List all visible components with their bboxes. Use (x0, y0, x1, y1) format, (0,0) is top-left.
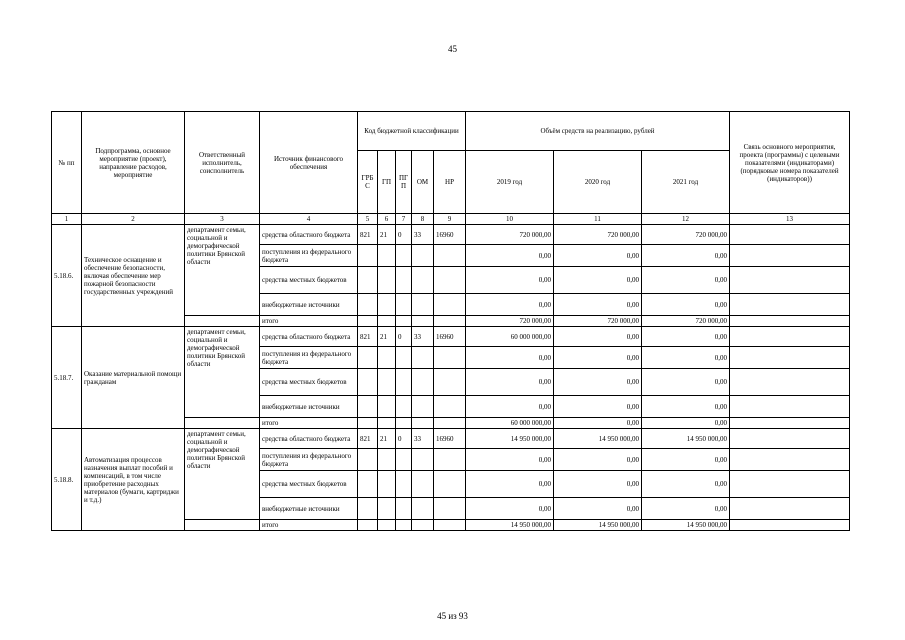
amount-2019-cell: 0,00 (466, 347, 554, 369)
grbs-cell: 821 (358, 429, 378, 449)
item-responsible: департамент семьи, социальной и демографической политики Брянской области (185, 225, 260, 316)
source-cell: средства областного бюджета (260, 327, 358, 347)
amount-2021-cell: 0,00 (642, 347, 730, 369)
grbs-cell: 821 (358, 327, 378, 347)
amount-2019-cell: 0,00 (466, 267, 554, 294)
amount-2021-cell: 14 950 000,00 (642, 520, 730, 531)
item-number: 5.18.8. (52, 429, 82, 531)
amount-2021-cell: 0,00 (642, 369, 730, 396)
gp-cell (378, 347, 396, 369)
pgp-cell (396, 418, 412, 429)
grbs-cell (358, 294, 378, 316)
pgp-cell (396, 471, 412, 498)
budget-table (51, 111, 850, 531)
empty-cell (185, 418, 260, 429)
np-cell (434, 471, 466, 498)
grbs-cell (358, 418, 378, 429)
om-cell (412, 418, 434, 429)
column-number: 7 (396, 214, 412, 225)
amount-2021-cell: 720 000,00 (642, 225, 730, 245)
gp-cell (378, 520, 396, 531)
header-gp: ГП (378, 151, 396, 214)
source-cell: средства местных бюджетов (260, 369, 358, 396)
amount-2020-cell: 0,00 (554, 347, 642, 369)
header-2019: 2019 год (466, 151, 554, 214)
grbs-cell: 821 (358, 225, 378, 245)
source-cell: внебюджетные источники (260, 498, 358, 520)
header-2021: 2021 год (642, 151, 730, 214)
gp-cell (378, 418, 396, 429)
amount-2019-cell: 0,00 (466, 498, 554, 520)
om-cell (412, 396, 434, 418)
amount-2019-cell: 14 950 000,00 (466, 520, 554, 531)
amount-2021-cell: 0,00 (642, 294, 730, 316)
om-cell (412, 245, 434, 267)
amount-2020-cell: 0,00 (554, 471, 642, 498)
np-cell (434, 294, 466, 316)
table-row (52, 429, 850, 449)
amount-2020-cell: 0,00 (554, 498, 642, 520)
om-cell: 33 (412, 327, 434, 347)
column-number: 1 (52, 214, 82, 225)
amount-2020-cell: 14 950 000,00 (554, 429, 642, 449)
om-cell: 33 (412, 429, 434, 449)
amount-2019-cell: 720 000,00 (466, 316, 554, 327)
header-responsible: Ответственный исполнитель, соисполнитель (185, 112, 260, 214)
pgp-cell (396, 267, 412, 294)
amount-2021-cell: 0,00 (642, 327, 730, 347)
np-cell: 16960 (434, 429, 466, 449)
amount-2019-cell: 0,00 (466, 294, 554, 316)
om-cell (412, 498, 434, 520)
header-grbs: ГРБ С (358, 151, 378, 214)
om-cell (412, 369, 434, 396)
gp-cell: 21 (378, 429, 396, 449)
link-cell (730, 267, 850, 294)
grbs-cell (358, 347, 378, 369)
link-cell (730, 418, 850, 429)
amount-2021-cell: 0,00 (642, 418, 730, 429)
amount-2020-cell: 720 000,00 (554, 225, 642, 245)
column-number: 3 (185, 214, 260, 225)
header-budget-code: Код бюджетной классификации (358, 112, 466, 151)
source-cell: внебюджетные источники (260, 396, 358, 418)
np-cell (434, 520, 466, 531)
column-number: 13 (730, 214, 850, 225)
source-cell: средства местных бюджетов (260, 267, 358, 294)
column-number: 6 (378, 214, 396, 225)
link-cell (730, 225, 850, 245)
header-num: № пп (52, 112, 82, 214)
table-row (52, 327, 850, 347)
np-cell (434, 316, 466, 327)
gp-cell (378, 369, 396, 396)
amount-2020-cell: 0,00 (554, 245, 642, 267)
gp-cell (378, 449, 396, 471)
source-cell: поступления из федерального бюджета (260, 449, 358, 471)
np-cell (434, 267, 466, 294)
page-number-top: 45 (448, 44, 457, 54)
amount-2019-cell: 14 950 000,00 (466, 429, 554, 449)
column-number: 11 (554, 214, 642, 225)
om-cell (412, 316, 434, 327)
column-number: 5 (358, 214, 378, 225)
header-link: Связь основного мероприятия, проекта (программы) с целевыми показателями (индикаторами) (порядковые номера показателей (индикаторов)) (730, 112, 850, 214)
om-cell (412, 471, 434, 498)
np-cell (434, 245, 466, 267)
header-subprogram: Подпрограмма, основное мероприятие (проект), направление расходов, мероприятие (82, 112, 185, 214)
grbs-cell (358, 245, 378, 267)
link-cell (730, 294, 850, 316)
amount-2020-cell: 0,00 (554, 267, 642, 294)
om-cell (412, 294, 434, 316)
link-cell (730, 245, 850, 267)
table-body (52, 225, 850, 531)
np-cell (434, 347, 466, 369)
np-cell (434, 418, 466, 429)
amount-2021-cell: 0,00 (642, 267, 730, 294)
column-number: 9 (434, 214, 466, 225)
source-cell: итого (260, 418, 358, 429)
pgp-cell (396, 369, 412, 396)
link-cell (730, 449, 850, 471)
om-cell: 33 (412, 225, 434, 245)
gp-cell (378, 498, 396, 520)
amount-2020-cell: 0,00 (554, 369, 642, 396)
om-cell (412, 449, 434, 471)
header-volume: Объём средств на реализацию, рублей (466, 112, 730, 151)
amount-2019-cell: 720 000,00 (466, 225, 554, 245)
pgp-cell (396, 245, 412, 267)
item-responsible: департамент семьи, социальной и демографической политики Брянской области (185, 327, 260, 418)
np-cell (434, 396, 466, 418)
gp-cell (378, 294, 396, 316)
link-cell (730, 429, 850, 449)
amount-2019-cell: 60 000 000,00 (466, 327, 554, 347)
column-number-row (52, 214, 850, 225)
item-number: 5.18.6. (52, 225, 82, 327)
amount-2021-cell: 14 950 000,00 (642, 429, 730, 449)
om-cell (412, 267, 434, 294)
item-number: 5.18.7. (52, 327, 82, 429)
amount-2021-cell: 0,00 (642, 396, 730, 418)
gp-cell (378, 245, 396, 267)
amount-2020-cell: 0,00 (554, 327, 642, 347)
amount-2019-cell: 0,00 (466, 396, 554, 418)
link-cell (730, 396, 850, 418)
pgp-cell (396, 294, 412, 316)
source-cell: итого (260, 520, 358, 531)
pgp-cell (396, 449, 412, 471)
grbs-cell (358, 396, 378, 418)
item-name: Техническое оснащение и обеспечение безопасности, включая обеспечение мер пожарной безопасности государственных учреждений (82, 225, 185, 327)
item-responsible: департамент семьи, социальной и демографической политики Брянской области (185, 429, 260, 520)
pgp-cell: 0 (396, 327, 412, 347)
amount-2021-cell: 0,00 (642, 498, 730, 520)
source-cell: поступления из федерального бюджета (260, 347, 358, 369)
gp-cell (378, 267, 396, 294)
header-om: ОМ (412, 151, 434, 214)
link-cell (730, 369, 850, 396)
amount-2021-cell: 0,00 (642, 471, 730, 498)
grbs-cell (358, 498, 378, 520)
np-cell (434, 449, 466, 471)
empty-cell (185, 316, 260, 327)
header-source: Источник финансового обеспечения (260, 112, 358, 214)
amount-2021-cell: 720 000,00 (642, 316, 730, 327)
grbs-cell (358, 267, 378, 294)
source-cell: средства областного бюджета (260, 225, 358, 245)
page-number-bottom: 45 из 93 (437, 611, 468, 621)
grbs-cell (358, 369, 378, 396)
link-cell (730, 316, 850, 327)
amount-2020-cell: 720 000,00 (554, 316, 642, 327)
item-name: Оказание материальной помощи гражданам (82, 327, 185, 429)
link-cell (730, 327, 850, 347)
gp-cell: 21 (378, 327, 396, 347)
grbs-cell (358, 471, 378, 498)
grbs-cell (358, 520, 378, 531)
pgp-cell: 0 (396, 225, 412, 245)
source-cell: средства областного бюджета (260, 429, 358, 449)
column-number: 4 (260, 214, 358, 225)
np-cell: 16960 (434, 327, 466, 347)
om-cell (412, 520, 434, 531)
amount-2019-cell: 0,00 (466, 449, 554, 471)
pgp-cell (396, 396, 412, 418)
column-number: 2 (82, 214, 185, 225)
link-cell (730, 498, 850, 520)
amount-2020-cell: 0,00 (554, 449, 642, 471)
pgp-cell (396, 347, 412, 369)
link-cell (730, 471, 850, 498)
gp-cell (378, 316, 396, 327)
amount-2020-cell: 14 950 000,00 (554, 520, 642, 531)
pgp-cell (396, 498, 412, 520)
column-number: 12 (642, 214, 730, 225)
om-cell (412, 347, 434, 369)
amount-2021-cell: 0,00 (642, 449, 730, 471)
np-cell: 16960 (434, 225, 466, 245)
amount-2019-cell: 0,00 (466, 245, 554, 267)
amount-2020-cell: 0,00 (554, 294, 642, 316)
amount-2020-cell: 0,00 (554, 396, 642, 418)
amount-2019-cell: 60 000 000,00 (466, 418, 554, 429)
header-pgp: ПГ П (396, 151, 412, 214)
column-number: 10 (466, 214, 554, 225)
source-cell: поступления из федерального бюджета (260, 245, 358, 267)
pgp-cell (396, 316, 412, 327)
link-cell (730, 347, 850, 369)
grbs-cell (358, 316, 378, 327)
source-cell: средства местных бюджетов (260, 471, 358, 498)
grbs-cell (358, 449, 378, 471)
amount-2021-cell: 0,00 (642, 245, 730, 267)
amount-2020-cell: 0,00 (554, 418, 642, 429)
gp-cell: 21 (378, 225, 396, 245)
gp-cell (378, 396, 396, 418)
item-name: Автоматизация процессов назначения выплат пособий и компенсаций, в том числе приобретение расходных материалов (бумаги, картриджи и т.д.) (82, 429, 185, 531)
source-cell: внебюджетные источники (260, 294, 358, 316)
gp-cell (378, 471, 396, 498)
column-number: 8 (412, 214, 434, 225)
table-row (52, 225, 850, 245)
link-cell (730, 520, 850, 531)
pgp-cell: 0 (396, 429, 412, 449)
amount-2019-cell: 0,00 (466, 369, 554, 396)
header-np: НР (434, 151, 466, 214)
empty-cell (185, 520, 260, 531)
pgp-cell (396, 520, 412, 531)
header-2020: 2020 год (554, 151, 642, 214)
amount-2019-cell: 0,00 (466, 471, 554, 498)
np-cell (434, 369, 466, 396)
source-cell: итого (260, 316, 358, 327)
np-cell (434, 498, 466, 520)
